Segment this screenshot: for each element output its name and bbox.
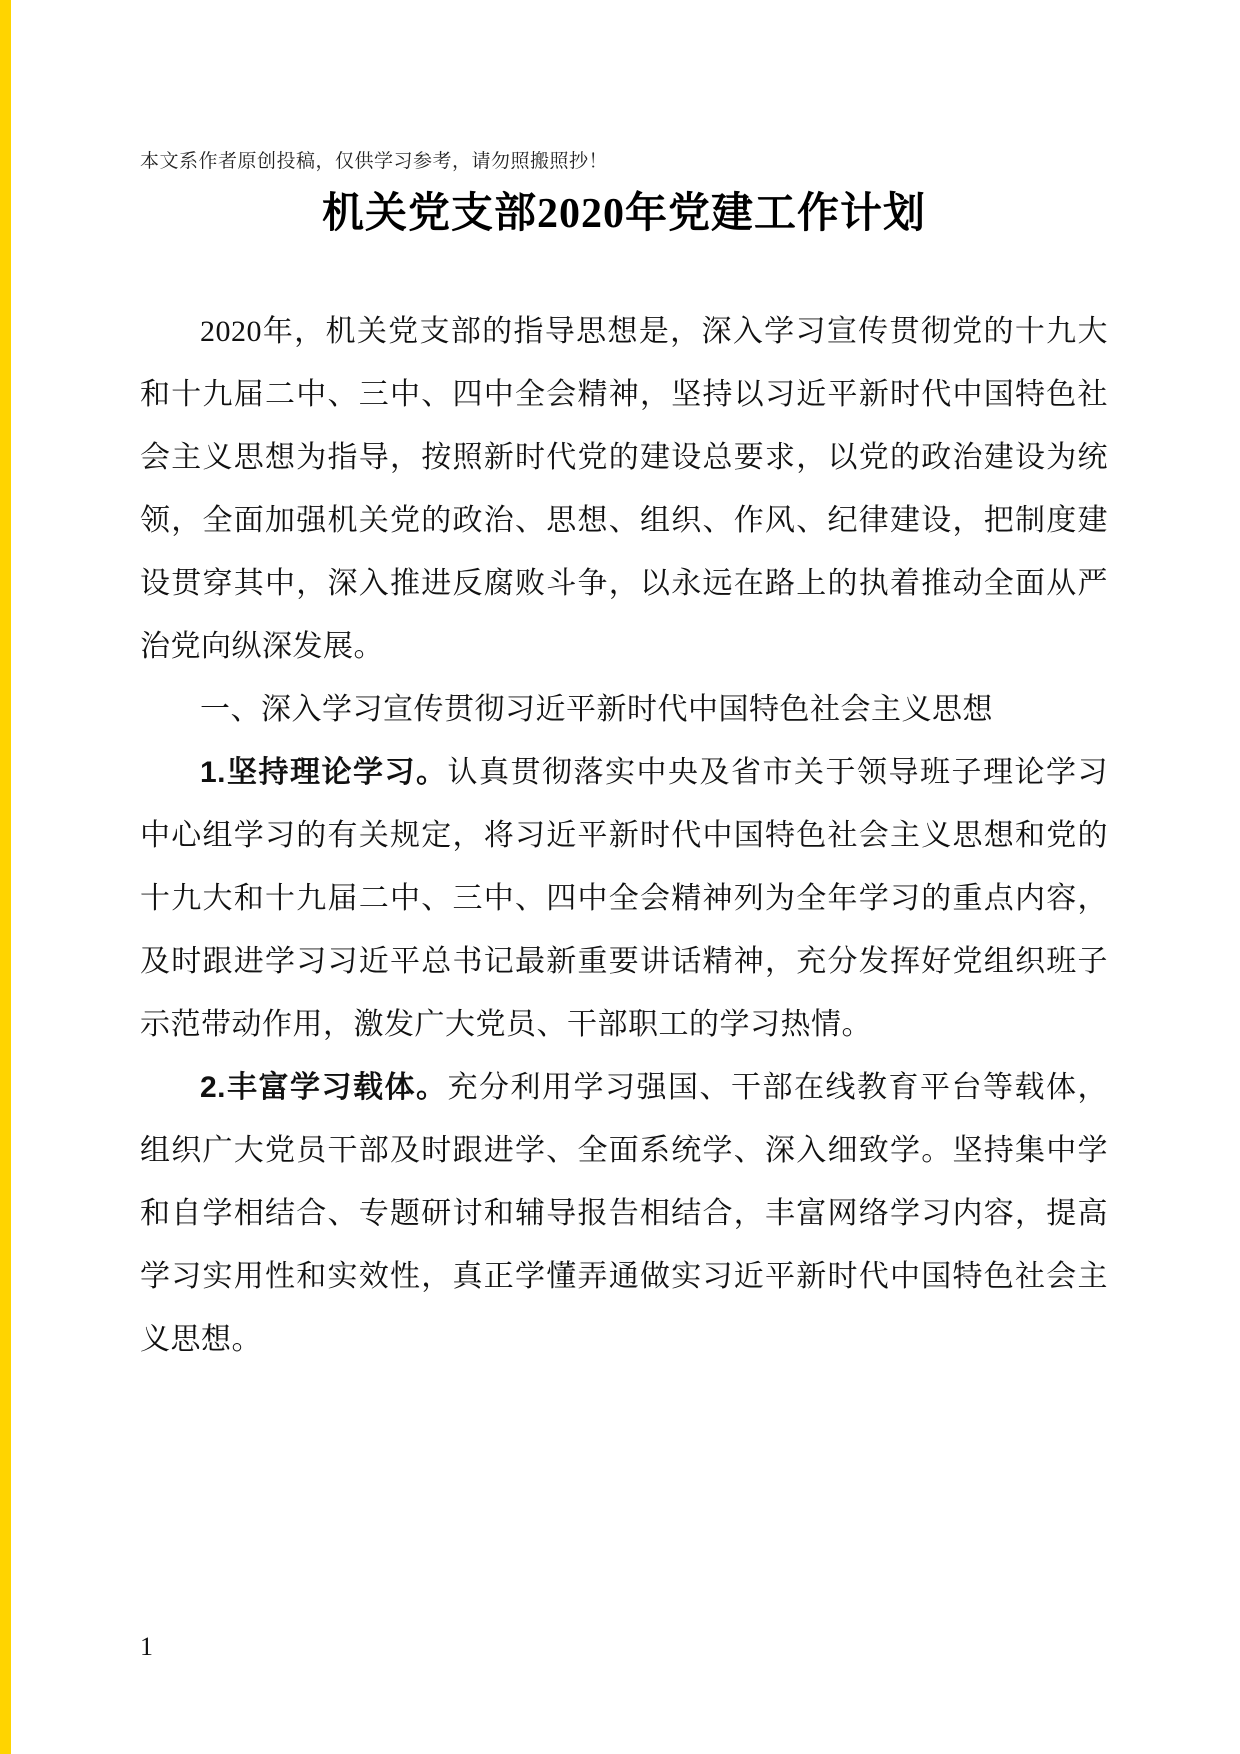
point-2-lead: 2.丰富学习载体。 bbox=[200, 1070, 448, 1104]
point-1-text: 认真贯彻落实中央及省市关于领导班子理论学习中心组学习的有关规定，将习近平新时代中国特色社会主义思想和党的十九大和十九届二中、三中、四中全会精神列为全年学习的重点内容，及时跟进学习习近平总书记最新重要讲话精神，充分发挥好党组织班子示范带动作用，激发广大党员、干部职工的学习热情。 bbox=[140, 755, 1108, 1041]
section-heading-one: 一、深入学习宣传贯彻习近平新时代中国特色社会主义思想 bbox=[200, 692, 993, 726]
disclaimer-text: 本文系作者原创投稿，仅供学习参考，请勿照搬照抄！ bbox=[140, 151, 609, 172]
page-edge-highlight bbox=[0, 0, 11, 1754]
point-2-text: 充分利用学习强国、干部在线教育平台等载体，组织广大党员干部及时跟进学、全面系统学、深入细致学。坚持集中学和自学相结合、专题研讨和辅导报告相结合，丰富网络学习内容，提高学习实用性和实效性，真正学懂弄通做实习近平新时代中国特色社会主义思想。 bbox=[140, 1070, 1108, 1356]
paragraph-point-2 bbox=[140, 1056, 1108, 1371]
point-1-lead: 1.坚持理论学习。 bbox=[200, 755, 448, 789]
paragraph-intro: 2020年，机关党支部的指导思想是，深入学习宣传贯彻党的十九大和十九届二中、三中、四中全会精神，坚持以习近平新时代中国特色社会主义思想为指导，按照新时代党的建设总要求，以党的政治建设为统领，全面加强机关党的政治、思想、组织、作风、纪律建设，把制度建设贯穿其中，深入推进反腐败斗争，以永远在路上的执着推动全面从严治党向纵深发展。 bbox=[140, 314, 1108, 663]
document-title: 机关党支部2020年党建工作计划 bbox=[321, 191, 926, 237]
page-number: 1 bbox=[140, 1632, 153, 1661]
paragraph-point-1 bbox=[140, 741, 1108, 1056]
